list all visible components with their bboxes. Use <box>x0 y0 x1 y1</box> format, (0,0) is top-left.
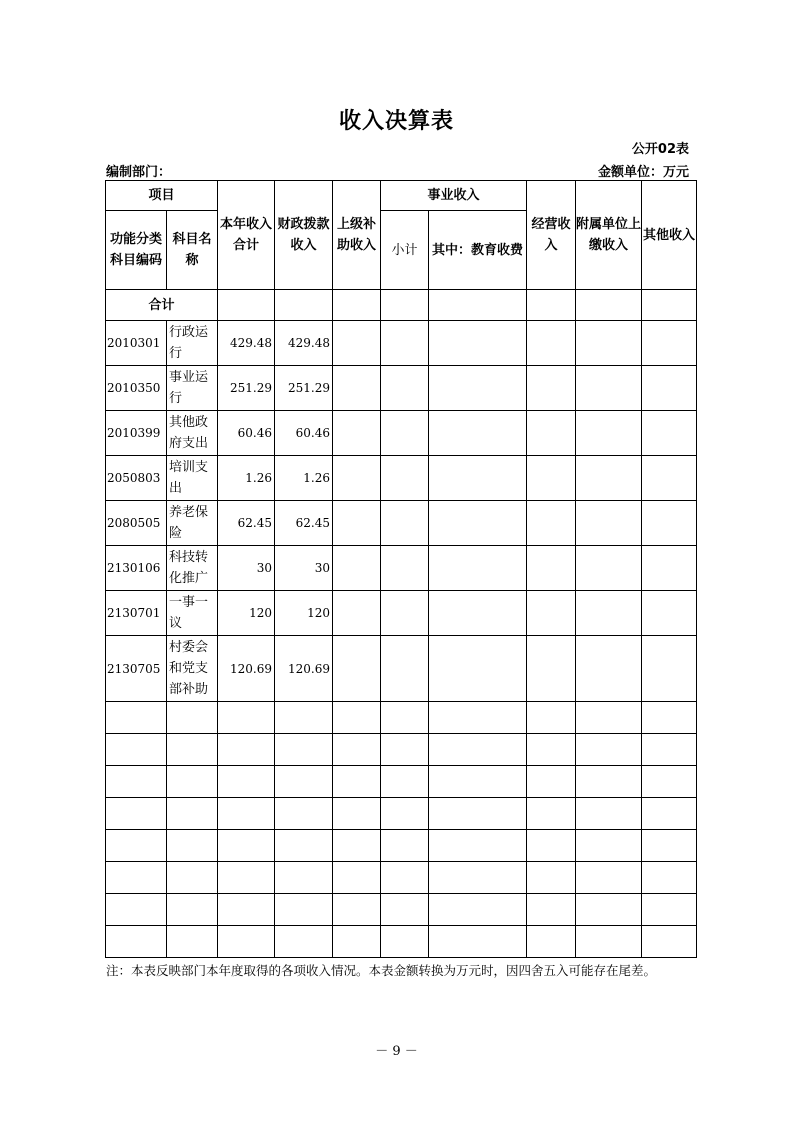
table-note: 注：本表反映部门本年度取得的各项收入情况。本表金额转换为万元时，因四舍五入可能存在尾差。 <box>106 963 657 978</box>
header-superior: 上级补助收入 <box>333 181 381 290</box>
row-name: 行政运行 <box>167 321 218 366</box>
total-label: 合计 <box>106 290 218 321</box>
row-total: 120.69 <box>218 636 275 702</box>
table-row <box>106 366 697 411</box>
row-fiscal: 1.26 <box>275 456 333 501</box>
table-row <box>106 591 697 636</box>
row-fiscal: 30 <box>275 546 333 591</box>
row-name: 其他政府支出 <box>167 411 218 456</box>
empty-row <box>106 894 697 926</box>
header-business: 经营收入 <box>527 181 576 290</box>
table-row <box>106 321 697 366</box>
row-code: 2010350 <box>106 366 167 411</box>
row-fiscal: 62.45 <box>275 501 333 546</box>
row-name: 事业运行 <box>167 366 218 411</box>
row-fiscal: 120 <box>275 591 333 636</box>
page-title: 收入决算表 <box>338 109 454 134</box>
table-row <box>106 456 697 501</box>
empty-row <box>106 702 697 734</box>
row-code: 2050803 <box>106 456 167 501</box>
header-edu: 其中：教育收费 <box>429 211 527 290</box>
empty-row <box>106 830 697 862</box>
unit-label: 金额单位：万元 <box>597 165 689 180</box>
row-code: 2130705 <box>106 636 167 702</box>
header-affiliate: 附属单位上缴收入 <box>576 181 642 290</box>
total-row <box>106 290 697 321</box>
row-code: 2130106 <box>106 546 167 591</box>
row-fiscal: 429.48 <box>275 321 333 366</box>
empty-row <box>106 734 697 766</box>
empty-row <box>106 926 697 958</box>
table-row <box>106 411 697 456</box>
income-table <box>105 180 697 958</box>
row-name: 养老保险 <box>167 501 218 546</box>
row-fiscal: 60.46 <box>275 411 333 456</box>
row-total: 60.46 <box>218 411 275 456</box>
empty-row <box>106 798 697 830</box>
row-name: 培训支出 <box>167 456 218 501</box>
table-row <box>106 501 697 546</box>
row-fiscal: 120.69 <box>275 636 333 702</box>
row-code: 2010301 <box>106 321 167 366</box>
row-total: 429.48 <box>218 321 275 366</box>
row-name: 科技转化推广 <box>167 546 218 591</box>
row-total: 62.45 <box>218 501 275 546</box>
header-career: 事业收入 <box>381 181 527 211</box>
row-code: 2010399 <box>106 411 167 456</box>
form-number: 公开02表 <box>631 142 689 157</box>
page-number: － 9 － <box>375 1044 418 1059</box>
row-total: 120 <box>218 591 275 636</box>
row-code: 2080505 <box>106 501 167 546</box>
header-total: 本年收入合计 <box>218 181 275 290</box>
department-label: 编制部门： <box>106 165 172 180</box>
row-total: 251.29 <box>218 366 275 411</box>
header-subtotal: 小计 <box>381 211 429 290</box>
header-func-code: 功能分类科目编码 <box>106 211 167 290</box>
row-name: 村委会和党支部补助 <box>167 636 218 702</box>
empty-row <box>106 862 697 894</box>
header-subject-name: 科目名称 <box>167 211 218 290</box>
row-total: 30 <box>218 546 275 591</box>
empty-row <box>106 766 697 798</box>
header-item: 项目 <box>106 181 218 211</box>
row-total: 1.26 <box>218 456 275 501</box>
row-name: 一事一议 <box>167 591 218 636</box>
table-row <box>106 546 697 591</box>
row-code: 2130701 <box>106 591 167 636</box>
header-fiscal: 财政拨款收入 <box>275 181 333 290</box>
table-row <box>106 636 697 702</box>
row-fiscal: 251.29 <box>275 366 333 411</box>
header-other: 其他收入 <box>642 181 697 290</box>
